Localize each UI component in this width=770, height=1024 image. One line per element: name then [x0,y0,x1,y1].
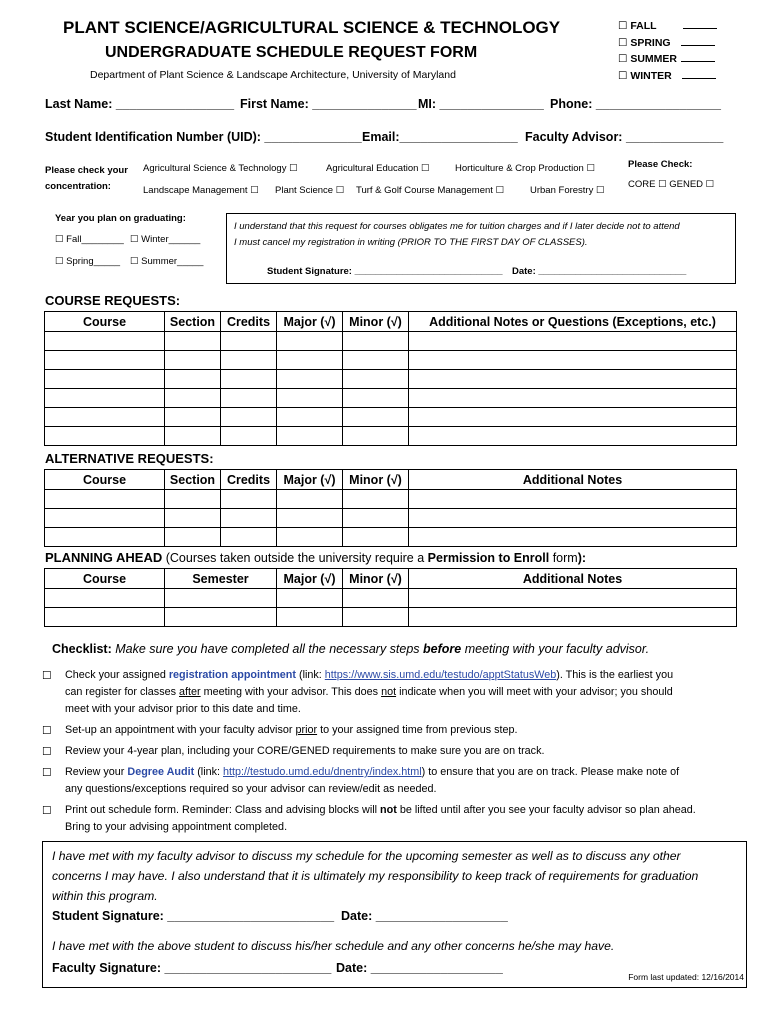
department-name: Department of Plant Science & Landscape Architecture, University of Maryland [90,69,456,81]
term-summer[interactable]: ☐ SUMMER [618,51,717,68]
registration-appointment-text: registration appointment [168,669,296,681]
checkbox[interactable]: ☐ [42,745,52,758]
checklist [42,667,747,836]
form-updated-date: Form last updated: 12/16/2014 [628,972,744,982]
planning-ahead-title: PLANNING AHEAD (Courses taken outside the university require a Permission to Enroll form): [45,550,587,565]
course-requests-title: COURSE REQUESTS: [45,293,181,308]
col-section: Section [165,470,221,490]
table-row [45,528,737,547]
student-date-field[interactable]: Date: ___________________ [341,909,508,923]
concentration-landscape[interactable]: Landscape Management ☐ [143,185,259,196]
col-major: Major (√) [277,470,343,490]
planning-ahead-table [44,568,737,627]
col-notes: Additional Notes [409,569,737,589]
email-field[interactable]: Email:_________________ [362,130,518,144]
col-semester: Semester [165,569,277,589]
term-checklist [618,18,717,84]
uid-field[interactable]: Student Identification Number (UID): ______________ [45,130,362,144]
faculty-signature-field[interactable]: Faculty Signature: ________________________ [52,961,332,975]
phone-field[interactable]: Phone: __________________ [550,97,721,111]
col-course: Course [45,569,165,589]
checklist-item: ☐ Review your Degree Audit (link: http://testudo.umd.edu/dnentry/index.html) to ensure that you are on track. Please make note of any questions/exceptions required so your advisor can review/edit as needed. [42,766,680,795]
checkbox[interactable]: ☐ [42,724,52,737]
col-minor: Minor (√) [343,312,409,332]
mi-field[interactable]: MI: _______________ [418,97,544,111]
table-row [45,351,737,370]
term-fall[interactable]: ☐ FALL [618,18,717,35]
checkbox[interactable]: ☐ [42,669,52,682]
concentration-ag-education[interactable]: Agricultural Education ☐ [326,163,430,174]
faculty-date-field[interactable]: Date: ___________________ [336,961,503,975]
student-statement-line2: concerns I may have. I also understand that it is ultimately my responsibility to keep track of requirements for graduation [52,869,699,883]
col-course: Course [45,470,165,490]
table-row [45,509,737,528]
table-row [45,408,737,427]
student-statement-line1: I have met with my faculty advisor to discuss my schedule for the upcoming semester as well as to discuss any other [52,849,681,863]
table-row [45,427,737,446]
degree-audit-text: Degree Audit [127,766,195,778]
table-row [45,608,737,627]
checklist-item: ☐ Set-up an appointment with your faculty advisor prior to your assigned time from previous step. [42,724,518,737]
table-row [45,332,737,351]
concentration-turf[interactable]: Turf & Golf Course Management ☐ [356,185,505,196]
col-major: Major (√) [277,569,343,589]
concentration-horticulture[interactable]: Horticulture & Crop Production ☐ [455,163,595,174]
graduation-label: Year you plan on graduating: [55,213,186,224]
faculty-statement: I have met with the above student to discuss his/her schedule and any other concerns he/she may have. [52,939,615,953]
form-title: PLANT SCIENCE/AGRICULTURAL SCIENCE & TECHNOLOGY [63,18,561,37]
checkbox[interactable]: ☐ [42,766,52,779]
col-course: Course [45,312,165,332]
table-row [45,389,737,408]
concentration-urban-forestry[interactable]: Urban Forestry ☐ [530,185,605,196]
concentration-ag-science[interactable]: Agricultural Science & Technology ☐ [143,163,298,174]
col-notes: Additional Notes [409,470,737,490]
course-requests-table [44,311,737,446]
degree-audit-link[interactable]: http://testudo.umd.edu/dnentry/index.html [223,766,422,778]
first-name-field[interactable]: First Name: _______________ [240,97,417,111]
graduation-summer[interactable]: ☐ Summer_____ [130,256,204,267]
graduation-fall[interactable]: ☐ Fall________ [55,234,124,245]
col-minor: Minor (√) [343,470,409,490]
col-section: Section [165,312,221,332]
core-gened-checkboxes[interactable]: CORE ☐ GENED ☐ [628,179,715,190]
checkbox[interactable]: ☐ [42,804,52,817]
checklist-item: ☐ Print out schedule form. Reminder: Class and advising blocks will not be lifted until after you see your faculty advisor so plan ahead. Bring to your advising appointment completed. [42,804,696,833]
agreement-box [226,213,736,284]
concentration-label: Please check your concentration: [45,165,128,192]
checklist-intro: Checklist: Make sure you have completed all the necessary steps before meeting with your faculty advisor. [52,642,650,656]
agreement-date[interactable]: Date: ____________________________ [512,266,687,277]
last-name-field[interactable]: Last Name: _________________ [45,97,235,111]
table-row [45,589,737,608]
checklist-item: ☐ Review your 4-year plan, including your CORE/GENED requirements to make sure you are on track. [42,745,545,758]
checklist-item: ☐ Check your assigned registration appointment (link: https://www.sis.umd.edu/testudo/apptStatusWeb). This is the earliest you can register for classes after meeting with your advisor. This does not indicate when you will meet with your advisor; you should meet with your advisor prior to this date and time. [42,669,674,715]
please-check-label: Please Check: [628,159,693,170]
col-credits: Credits [221,470,277,490]
faculty-advisor-field[interactable]: Faculty Advisor: ______________ [525,130,724,144]
advisor-confirmation-box [42,841,747,988]
alternative-requests-table [44,469,737,547]
alternative-requests-title: ALTERNATIVE REQUESTS: [45,451,214,466]
table-row [45,490,737,509]
col-notes: Additional Notes or Questions (Exceptions, etc.) [409,312,737,332]
col-credits: Credits [221,312,277,332]
col-major: Major (√) [277,312,343,332]
agreement-student-signature[interactable]: Student Signature: ____________________________ [267,266,503,277]
student-signature-field[interactable]: Student Signature: ________________________ [52,909,335,923]
col-minor: Minor (√) [343,569,409,589]
term-spring[interactable]: ☐ SPRING [618,35,717,52]
agreement-line2: I must cancel my registration in writing (PRIOR TO THE FIRST DAY OF CLASSES). [234,237,588,248]
student-statement-line3: within this program. [52,889,158,903]
term-winter[interactable]: ☐ WINTER [618,68,717,85]
graduation-spring[interactable]: ☐ Spring_____ [55,256,121,267]
graduation-winter[interactable]: ☐ Winter______ [130,234,201,245]
form-subtitle: UNDERGRADUATE SCHEDULE REQUEST FORM [105,44,478,61]
registration-link[interactable]: https://www.sis.umd.edu/testudo/apptStatusWeb [324,669,557,681]
table-row [45,370,737,389]
agreement-line1: I understand that this request for courses obligates me for tuition charges and if I later decide not to attend [234,221,680,232]
concentration-plant-science[interactable]: Plant Science ☐ [275,185,345,196]
